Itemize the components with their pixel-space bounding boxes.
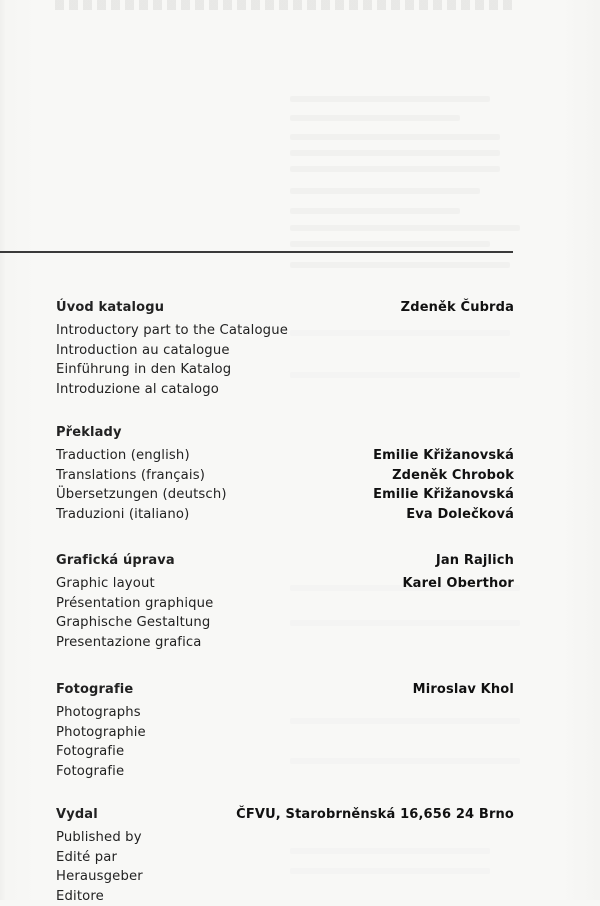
role-label: Photographie xyxy=(56,723,146,743)
credit-name: Miroslav Khol xyxy=(413,680,514,700)
bleed-through-line xyxy=(290,208,460,214)
role-label: Herausgeber xyxy=(56,867,143,887)
section-heading-row xyxy=(56,551,514,574)
section-photography xyxy=(56,680,514,781)
credit-name: Zdeněk Chrobok xyxy=(392,466,514,486)
role-label: Traduzioni (italiano) xyxy=(56,505,189,525)
bleed-through-line xyxy=(290,115,460,121)
credit-row xyxy=(56,723,514,743)
credit-row xyxy=(56,446,514,466)
credit-row xyxy=(56,848,514,868)
section-publisher xyxy=(56,805,514,906)
section-intro xyxy=(56,298,514,399)
section-heading: Fotografie xyxy=(56,680,133,700)
credit-row xyxy=(56,485,514,505)
role-label: Graphic layout xyxy=(56,574,155,594)
role-label: Introduzione al catalogo xyxy=(56,380,219,400)
role-label: Editore xyxy=(56,887,104,906)
section-heading-row xyxy=(56,423,514,446)
section-graphic-design xyxy=(56,551,514,652)
bleed-through-title xyxy=(55,0,515,10)
credit-row xyxy=(56,594,514,614)
bleed-through-line xyxy=(290,166,500,172)
role-label: Introductory part to the Catalogue xyxy=(56,321,288,341)
role-label: Fotografie xyxy=(56,762,124,782)
bleed-through-line xyxy=(290,150,500,156)
section-heading: Grafická úprava xyxy=(56,551,175,571)
credit-row xyxy=(56,887,514,906)
credit-row xyxy=(56,703,514,723)
publisher-address: ČFVU, Starobrněnská 16,656 24 Brno xyxy=(236,805,514,825)
role-label: Published by xyxy=(56,828,142,848)
credit-row xyxy=(56,762,514,782)
role-label: Einführung in den Katalog xyxy=(56,360,231,380)
credit-row xyxy=(56,742,514,762)
credit-row xyxy=(56,633,514,653)
credit-row xyxy=(56,867,514,887)
credit-name: Karel Oberthor xyxy=(402,574,514,594)
credit-row xyxy=(56,321,514,341)
credit-row xyxy=(56,341,514,361)
credit-name: Emilie Křižanovská xyxy=(373,446,514,466)
role-label: Übersetzungen (deutsch) xyxy=(56,485,227,505)
bleed-through-line xyxy=(290,96,490,102)
bleed-through-line xyxy=(290,225,520,231)
credit-name: Emilie Křižanovská xyxy=(373,485,514,505)
bleed-through-line xyxy=(290,134,500,140)
section-heading: Překlady xyxy=(56,423,122,443)
horizontal-rule xyxy=(0,251,513,253)
bleed-through-line xyxy=(290,241,490,247)
role-label: Graphische Gestaltung xyxy=(56,613,210,633)
section-heading-row xyxy=(56,805,514,828)
bleed-through-line xyxy=(290,188,480,194)
credit-name: Eva Dolečková xyxy=(406,505,514,525)
section-heading: Úvod katalogu xyxy=(56,298,164,318)
role-label: Fotografie xyxy=(56,742,124,762)
credit-row xyxy=(56,466,514,486)
credit-row xyxy=(56,380,514,400)
role-label: Presentazione grafica xyxy=(56,633,202,653)
role-label: Présentation graphique xyxy=(56,594,213,614)
credit-row xyxy=(56,360,514,380)
credit-row xyxy=(56,613,514,633)
role-label: Translations (français) xyxy=(56,466,205,486)
role-label: Introduction au catalogue xyxy=(56,341,230,361)
credit-name: Zdeněk Čubrda xyxy=(401,298,514,318)
credit-name: Jan Rajlich xyxy=(436,551,514,571)
section-translations xyxy=(56,423,514,524)
credit-row xyxy=(56,828,514,848)
section-heading: Vydal xyxy=(56,805,98,825)
bleed-through-line xyxy=(290,262,510,268)
role-label: Edité par xyxy=(56,848,117,868)
credit-row xyxy=(56,574,514,594)
section-heading-row xyxy=(56,680,514,703)
section-heading-row xyxy=(56,298,514,321)
role-label: Traduction (english) xyxy=(56,446,190,466)
role-label: Photographs xyxy=(56,703,141,723)
credit-row xyxy=(56,505,514,525)
